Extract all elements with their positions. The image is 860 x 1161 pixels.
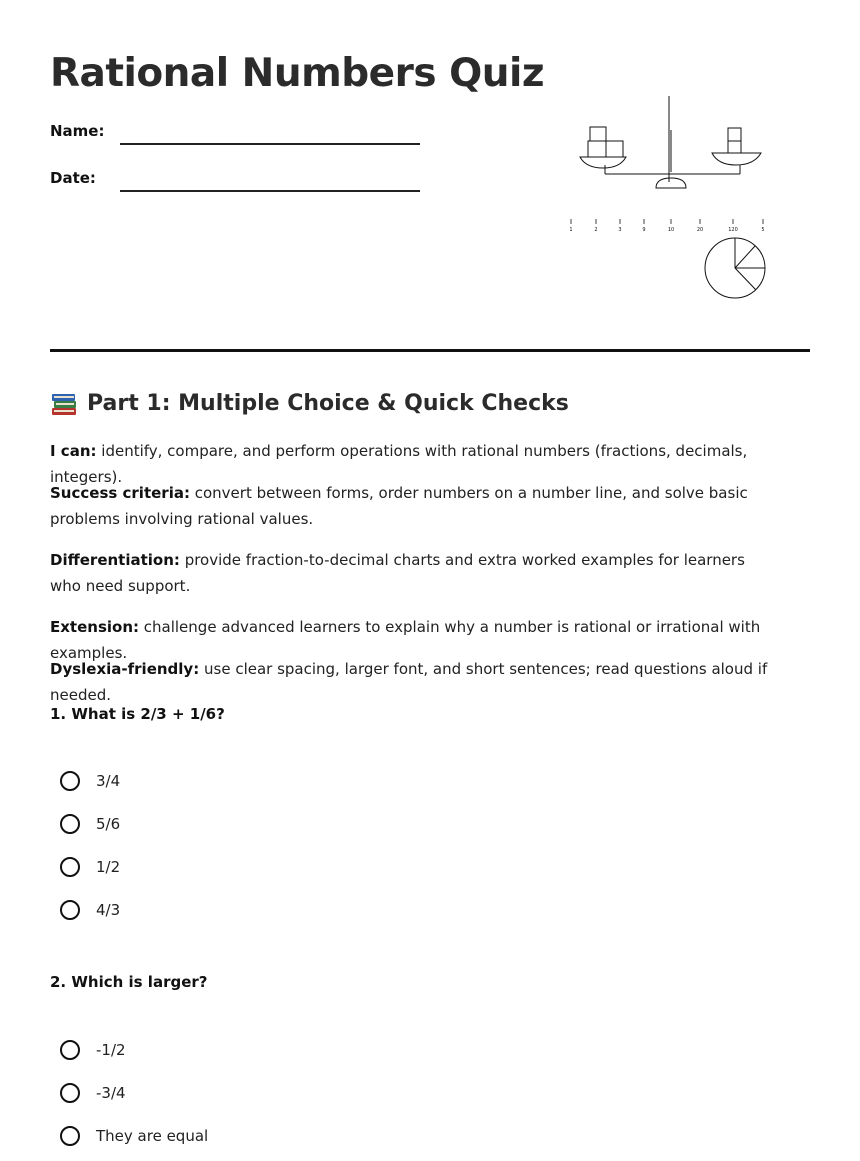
- tick-label: 120: [728, 227, 738, 233]
- part1-heading-text: Part 1: Multiple Choice & Quick Checks: [87, 391, 569, 416]
- q2-option-3[interactable]: [60, 1123, 208, 1149]
- q2-option-1[interactable]: [60, 1037, 126, 1063]
- option-label: -3/4: [96, 1084, 126, 1102]
- radio-button[interactable]: [60, 1126, 80, 1146]
- section-divider: [50, 349, 810, 352]
- dyslexia-label: Dyslexia-friendly:: [50, 660, 200, 678]
- number-line-icon: [560, 215, 780, 235]
- q1-option-3[interactable]: [60, 854, 120, 880]
- q1-option-2[interactable]: [60, 811, 120, 837]
- radio-button[interactable]: [60, 1040, 80, 1060]
- name-field[interactable]: [120, 143, 420, 145]
- success-text: convert between forms, order numbers on a number line, and solve basic problems involving rational values.: [50, 484, 748, 528]
- option-label: 5/6: [96, 815, 121, 833]
- extension-text: challenge advanced learners to explain why a number is rational or irrational with examples.: [50, 618, 761, 662]
- success-criteria: [50, 480, 780, 532]
- tick-label: 5: [761, 227, 765, 233]
- differentiation-text: provide fraction-to-decimal charts and extra worked examples for learners who need support.: [50, 551, 745, 595]
- tick-label: 1: [569, 227, 573, 233]
- pie-chart-icon: [700, 235, 770, 305]
- books-icon: [50, 391, 78, 417]
- dyslexia-text: use clear spacing, larger font, and short sentences; read questions aloud if needed.: [50, 660, 768, 704]
- option-label: 1/2: [96, 858, 121, 876]
- tick-label: 3: [618, 227, 622, 233]
- page-title: Rational Numbers Quiz: [50, 51, 545, 96]
- radio-button[interactable]: [60, 857, 80, 877]
- part1-heading: [50, 388, 569, 420]
- i-can-label: I can:: [50, 442, 97, 460]
- radio-button[interactable]: [60, 814, 80, 834]
- option-label: They are equal: [96, 1127, 209, 1145]
- q1-option-4[interactable]: [60, 897, 120, 923]
- differentiation-note: [50, 547, 780, 599]
- option-label: 3/4: [96, 772, 121, 790]
- extension-label: Extension:: [50, 618, 139, 636]
- question-2: 2. Which is larger?: [50, 973, 208, 991]
- option-label: 4/3: [96, 901, 121, 919]
- radio-button[interactable]: [60, 900, 80, 920]
- option-label: -1/2: [96, 1041, 126, 1059]
- success-label: Success criteria:: [50, 484, 190, 502]
- dyslexia-note: [50, 656, 810, 708]
- math-illustration: [560, 90, 780, 305]
- tick-label: 2: [594, 227, 598, 233]
- i-can-text: identify, compare, and perform operations with rational numbers (fractions, decimals, integers).: [50, 442, 748, 486]
- radio-button[interactable]: [60, 771, 80, 791]
- date-label: Date:: [50, 169, 96, 187]
- tick-label: 10: [667, 227, 675, 233]
- question-1: 1. What is 2/3 + 1/6?: [50, 705, 225, 723]
- differentiation-label: Differentiation:: [50, 551, 180, 569]
- name-label: Name:: [50, 122, 105, 140]
- q1-option-1[interactable]: [60, 768, 120, 794]
- radio-button[interactable]: [60, 1083, 80, 1103]
- q2-option-2[interactable]: [60, 1080, 126, 1106]
- tick-label: 9: [642, 227, 646, 233]
- tick-label: 20: [696, 227, 704, 233]
- date-field[interactable]: [120, 190, 420, 192]
